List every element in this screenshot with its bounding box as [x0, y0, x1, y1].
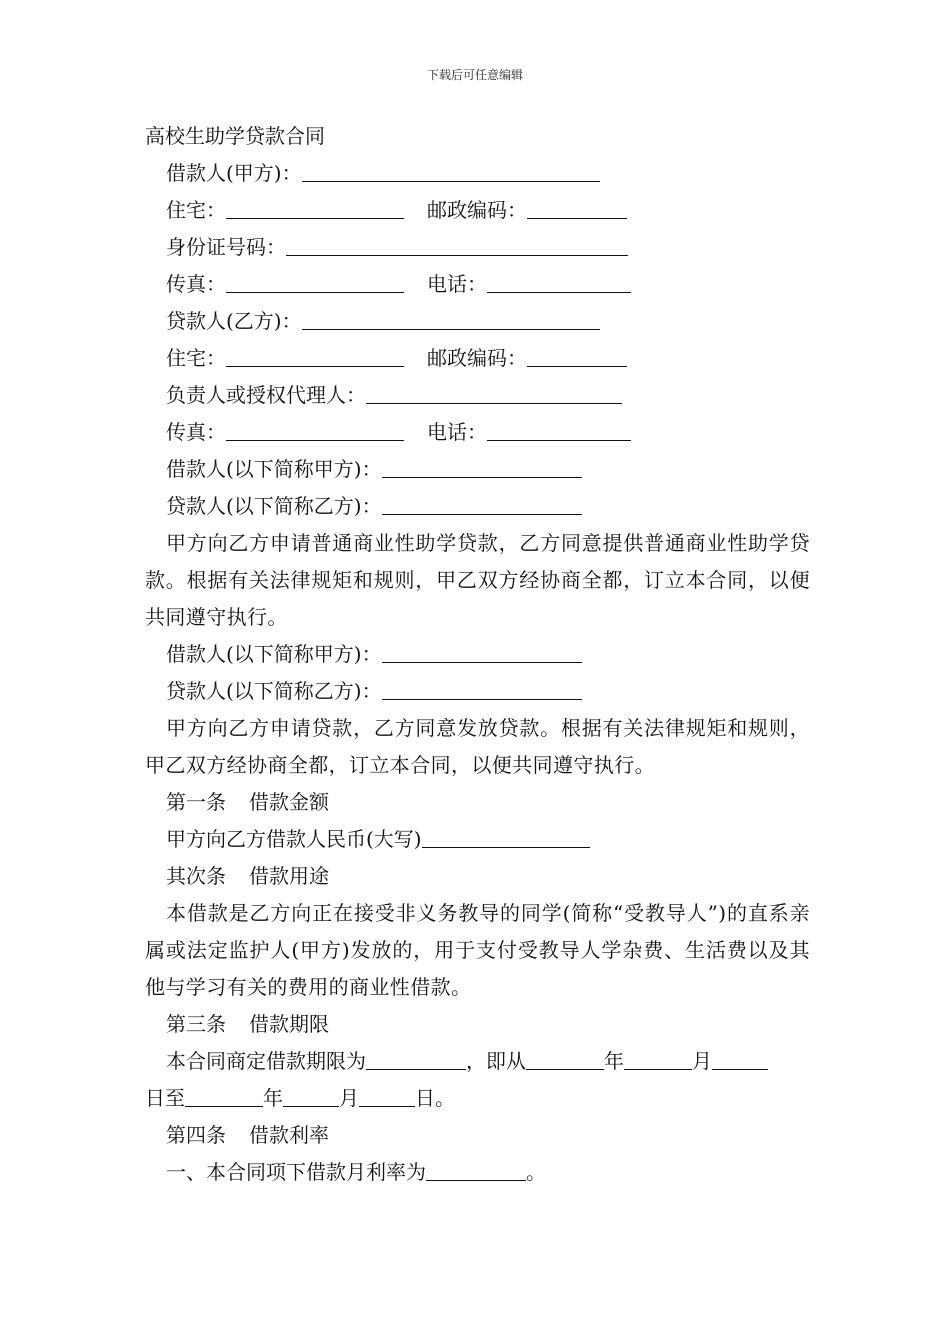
term-blank [366, 1049, 466, 1070]
article-3-heading [145, 1006, 810, 1043]
article-3-term-line-2 [145, 1080, 810, 1117]
address-label: 住宅： [166, 346, 226, 370]
article-title: 借款期限 [249, 1012, 329, 1036]
lender-short-blank [382, 494, 582, 515]
id-blank [286, 235, 628, 256]
fax-label: 传真： [166, 420, 226, 444]
borrower-line [145, 155, 810, 192]
article-number: 第一条 [166, 790, 226, 814]
end-month-blank [283, 1086, 339, 1107]
rate-blank [426, 1160, 526, 1181]
article-1-heading [145, 784, 810, 821]
contract-document [145, 118, 810, 1191]
paragraph-intro: 甲方向乙方申请普通商业性助学贷款，乙方同意提供普通商业性助学贷款。根据有关法律规矩和规则，甲乙双方经协商全都，订立本合同，以便共同遵守执行。 [145, 531, 810, 629]
phone-blank [487, 272, 631, 293]
lender-short-label: 贷款人(以下简称乙方)： [166, 494, 382, 518]
lender-short-label: 贷款人(以下简称乙方)： [166, 679, 382, 703]
rate-period: 。 [526, 1160, 546, 1184]
document-title: 高校生助学贷款合同 [145, 124, 325, 148]
article-4-heading [145, 1117, 810, 1154]
start-month-blank [624, 1049, 692, 1070]
start-day-blank [712, 1049, 768, 1070]
day-end-label: 日。 [415, 1086, 455, 1110]
agent-line [145, 377, 810, 414]
agent-blank [366, 383, 622, 404]
article-3-term-line [145, 1043, 810, 1080]
lender-short-line [145, 488, 810, 525]
phone-blank [487, 420, 631, 441]
year-label: 年 [604, 1049, 624, 1073]
term-label: 本合同商定借款期限为 [166, 1049, 366, 1073]
borrower-short-label: 借款人(以下简称甲方)： [166, 642, 382, 666]
fax-blank [226, 272, 404, 293]
borrower-short-blank [382, 457, 582, 478]
end-day-blank [359, 1086, 415, 1107]
article-1-text [145, 821, 810, 858]
month-label: 月 [339, 1086, 359, 1110]
article-4-rate-line [145, 1154, 810, 1191]
lender-label: 贷款人(乙方)： [166, 309, 302, 333]
borrower-short-line [145, 451, 810, 488]
lender-blank [302, 309, 600, 330]
loan-amount-blank [422, 827, 590, 848]
id-line [145, 229, 810, 266]
id-label: 身份证号码： [166, 235, 286, 259]
month-label: 月 [692, 1049, 712, 1073]
address-label: 住宅： [166, 198, 226, 222]
agent-label: 负责人或授权代理人： [166, 383, 366, 407]
phone-label: 电话： [427, 420, 487, 444]
start-year-blank [526, 1049, 604, 1070]
lender-short-blank [382, 679, 582, 700]
borrower-label: 借款人(甲方)： [166, 161, 302, 185]
article-number: 其次条 [166, 864, 226, 888]
article-title: 借款用途 [249, 864, 329, 888]
rate-label: 一、本合同项下借款月利率为 [166, 1160, 426, 1184]
page-header-note: 下载后可任意编辑 [426, 68, 523, 82]
article-title: 借款金额 [249, 790, 329, 814]
loan-amount-label: 甲方向乙方借款人民币(大写) [166, 827, 422, 851]
term-from-label: ，即从 [466, 1049, 526, 1073]
year-label: 年 [263, 1086, 283, 1110]
lender-line [145, 303, 810, 340]
day-to-label: 日至 [145, 1086, 185, 1110]
lender-fax-line [145, 414, 810, 451]
borrower-address-line [145, 192, 810, 229]
phone-label: 电话： [427, 272, 487, 296]
borrower-short-label: 借款人(以下简称甲方)： [166, 457, 382, 481]
fax-blank [226, 420, 404, 441]
article-2-text: 本借款是乙方向正在接受非义务教导的同学(简称“受教导人”)的直系亲属或法定监护人(甲方)发放的，用于支付受教导人学杂费、生活费以及其他与学习有关的费用的商业性借款。 [145, 901, 810, 999]
address-blank [226, 198, 404, 219]
borrower-fax-line [145, 266, 810, 303]
fax-label: 传真： [166, 272, 226, 296]
paragraph-agreement: 甲方向乙方申请贷款，乙方同意发放贷款。根据有关法律规矩和规则，甲乙双方经协商全都，订立本合同，以便共同遵守执行。 [145, 716, 810, 777]
article-2-heading [145, 858, 810, 895]
borrower-blank [302, 161, 600, 182]
end-year-blank [185, 1086, 263, 1107]
lender-short-line-2 [145, 673, 810, 710]
address-blank [226, 346, 404, 367]
lender-address-line [145, 340, 810, 377]
postcode-blank [527, 346, 627, 367]
article-title: 借款利率 [249, 1123, 329, 1147]
postcode-label: 邮政编码： [427, 346, 527, 370]
postcode-label: 邮政编码： [427, 198, 527, 222]
borrower-short-line-2 [145, 636, 810, 673]
borrower-short-blank [382, 642, 582, 663]
article-number: 第三条 [166, 1012, 226, 1036]
article-number: 第四条 [166, 1123, 226, 1147]
postcode-blank [527, 198, 627, 219]
